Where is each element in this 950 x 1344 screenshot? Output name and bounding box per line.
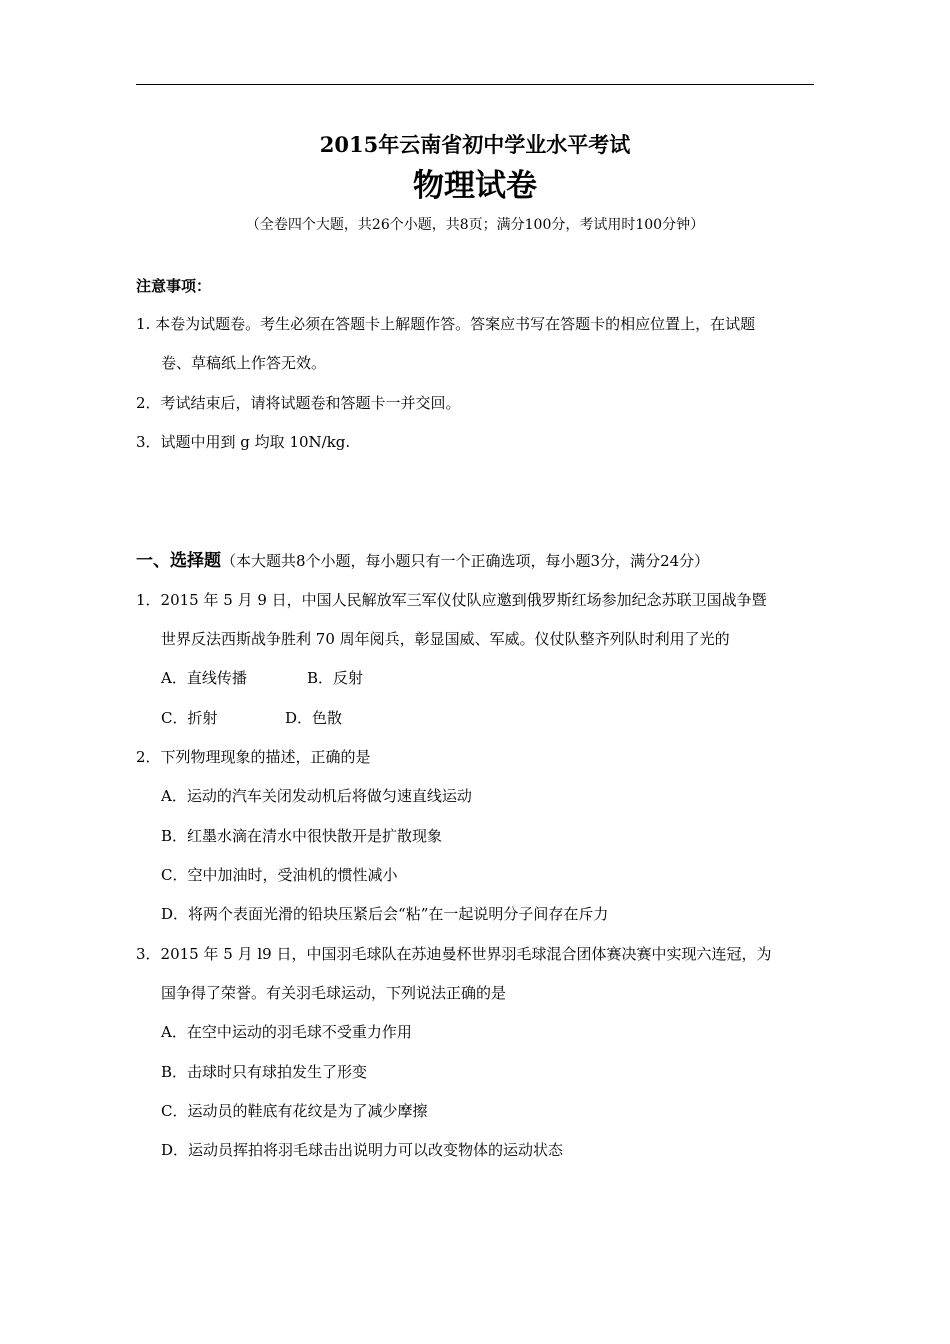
question-2-option-d: D．将两个表面光滑的铅块压紧后会“粘”在一起说明分子间存在斥力 xyxy=(161,905,609,923)
question-3-stem-cont: 国争得了荣誉。有关羽毛球运动，下列说法正确的是 xyxy=(161,984,507,1002)
question-1-option-a: A．直线传播 xyxy=(161,669,247,687)
question-1-stem: 1．2015 年 5 月 9 日，中国人民解放军三军仪仗队应邀到俄罗斯红场参加纪念苏联卫国战争暨 xyxy=(136,591,767,609)
section-title: 一、选择题 xyxy=(136,551,221,571)
section-note: （本大题共8个小题，每小题只有一个正确选项，每小题3分，满分24分） xyxy=(221,552,710,570)
notice-heading: 注意事项： xyxy=(136,277,212,295)
notice-item-1-cont: 卷、草稿纸上作答无效。 xyxy=(161,354,327,372)
question-3-option-a: A．在空中运动的羽毛球不受重力作用 xyxy=(161,1023,412,1041)
question-1-option-c: C．折射 xyxy=(161,709,218,727)
question-2-stem: 2．下列物理现象的描述，正确的是 xyxy=(136,748,371,766)
subject-title: 物理试卷 xyxy=(413,168,537,204)
question-2-option-b: B．红墨水滴在清水中很快散开是扩散现象 xyxy=(161,827,443,845)
notice-item-3: 3．试题中用到 g 均取 10N/kg. xyxy=(136,433,351,451)
notice-item-1: 1. 本卷为试题卷。考生必须在答题卡上解题作答。答案应书写在答题卡的相应位置上，在试题 xyxy=(136,315,756,333)
question-1-option-d: D．色散 xyxy=(285,709,343,727)
question-1-stem-cont: 世界反法西斯战争胜利 70 周年阅兵，彰显国威、军威。仪仗队整齐列队时利用了光的 xyxy=(161,630,730,648)
question-1-option-b: B．反射 xyxy=(307,669,364,687)
question-2-option-c: C．空中加油时，受油机的惯性减小 xyxy=(161,866,398,884)
notice-item-2: 2．考试结束后，请将试题卷和答题卡一并交回。 xyxy=(136,394,461,412)
question-3-stem: 3．2015 年 5 月 l9 日，中国羽毛球队在苏迪曼杯世界羽毛球混合团体赛决赛中实现六连冠，为 xyxy=(136,945,772,963)
header-rule xyxy=(136,84,814,85)
exam-title: 2015年云南省初中学业水平考试 xyxy=(319,132,631,157)
question-3-option-d: D．运动员挥拍将羽毛球击出说明力可以改变物体的运动状态 xyxy=(161,1141,564,1159)
question-3-option-c: C．运动员的鞋底有花纹是为了减少摩擦 xyxy=(161,1102,428,1120)
exam-info: （全卷四个大题，共26个小题，共8页；满分100分，考试用时100分钟） xyxy=(245,217,705,233)
section-heading xyxy=(136,551,709,571)
question-3-option-b: B．击球时只有球拍发生了形变 xyxy=(161,1063,368,1081)
question-2-option-a: A．运动的汽车关闭发动机后将做匀速直线运动 xyxy=(161,787,472,805)
